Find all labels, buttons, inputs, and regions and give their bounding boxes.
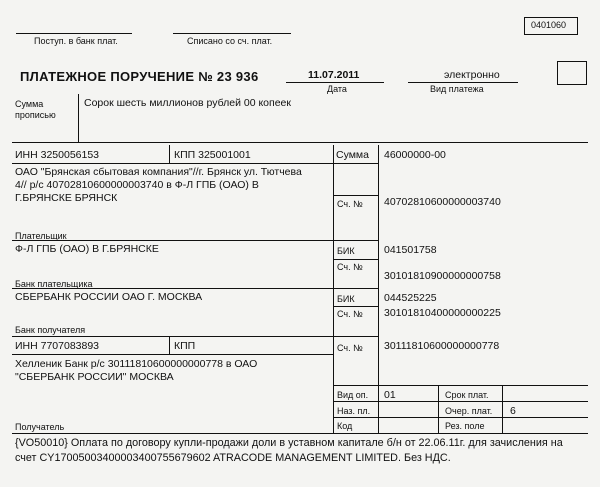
codes-mid-left	[438, 385, 439, 433]
code-label: Код	[337, 421, 353, 431]
payee-bank-name: СБЕРБАНК РОССИИ ОАО Г. МОСКВА	[15, 291, 203, 303]
payee-label: Получатель	[15, 422, 65, 432]
reserve-label: Рез. поле	[445, 421, 485, 431]
payee-bank-bik: 044525225	[384, 292, 437, 304]
date-label: Дата	[327, 84, 347, 94]
payer-bottom	[12, 240, 379, 241]
payer-inn-bottom	[12, 163, 334, 164]
codes-top	[333, 385, 588, 386]
payer-bank-account: 30101810900000000758	[384, 270, 501, 282]
payee-bank-bottom	[12, 336, 379, 337]
payer-name-2: 4// р/с 40702810600000003740 в Ф-Л ГПБ (ОАО) В	[15, 179, 259, 191]
payer-bank-name: Ф-Л ГПБ (ОАО) В Г.БРЯНСКЕ	[15, 243, 159, 255]
payee-kpp: КПП	[174, 340, 196, 352]
debited-label: Списано со сч. плат.	[187, 36, 273, 46]
op-type-label: Вид оп.	[337, 390, 369, 400]
payer-bank-bik: 041501758	[384, 244, 437, 256]
payer-amount-label: Сумма	[336, 149, 369, 161]
received-line	[16, 33, 132, 34]
amount-words-label-2: прописью	[15, 110, 56, 120]
amount-words-text: Сорок шесть миллионов рублей 00 копеек	[84, 97, 291, 109]
term-label: Срок плат.	[445, 390, 489, 400]
label-col-left	[333, 145, 334, 433]
payer-bank-bik-bottom	[333, 259, 379, 260]
payee-bank-label: Банк получателя	[15, 325, 86, 335]
codes-mid-right	[502, 385, 503, 433]
stamp-box	[557, 61, 587, 85]
payer-account-top	[333, 195, 379, 196]
payer-inn: ИНН 3250056153	[15, 149, 100, 161]
date-value: 11.07.2011	[308, 69, 360, 81]
payer-name-1: ОАО "Брянская сбытовая компания"//г. Брянск ул. Тютчева	[15, 166, 302, 178]
form-code: 0401060	[531, 20, 567, 30]
payee-account-label: Сч. №	[337, 343, 363, 353]
payee-bank-account-label: Сч. №	[337, 309, 363, 319]
payee-bottom	[12, 433, 588, 434]
page-title: ПЛАТЕЖНОЕ ПОРУЧЕНИЕ № 23 936	[20, 69, 259, 84]
payer-bank-bottom	[12, 288, 379, 289]
payee-bank-bik-bottom	[333, 306, 379, 307]
amount-words-divider	[78, 94, 79, 142]
payee-bank-account: 30101810400000000225	[384, 307, 501, 319]
payee-inn: ИНН 7707083893	[15, 340, 100, 352]
payer-name-3: Г.БРЯНСКЕ БРЯНСК	[15, 192, 118, 204]
payment-type-label: Вид платежа	[430, 84, 484, 94]
payer-label: Плательщик	[15, 231, 67, 241]
payer-account-label: Сч. №	[337, 199, 363, 209]
codes-row2-bottom	[333, 417, 588, 418]
op-type-value: 01	[384, 389, 396, 401]
payee-name-2: "СБЕРБАНК РОССИИ" МОСКВА	[15, 371, 174, 383]
priority-value: 6	[510, 405, 516, 417]
payee-inn-bottom	[12, 354, 334, 355]
amount-words-bottom	[12, 142, 588, 143]
payee-account: 30111810600000000778	[384, 340, 500, 352]
payment-type-line	[408, 82, 518, 83]
label-col-right	[378, 145, 379, 433]
payer-inn-kpp-divider	[169, 145, 170, 163]
payer-bank-account-label: Сч. №	[337, 262, 363, 272]
payee-inn-kpp-divider	[169, 336, 170, 354]
payer-account: 40702810600000003740	[384, 196, 501, 208]
codes-row1-bottom	[333, 401, 588, 402]
payment-type-value: электронно	[444, 69, 500, 81]
amount-cell-bottom	[333, 163, 379, 164]
payer-kpp: КПП 325001001	[174, 149, 251, 161]
purpose-code-label: Наз. пл.	[337, 406, 371, 416]
payee-name-1: Хелленик Банк р/с 30111810600000000778 в ОАО	[15, 358, 258, 370]
payer-amount: 46000000-00	[384, 149, 446, 161]
amount-words-label-1: Сумма	[15, 99, 44, 109]
priority-label: Очер. плат.	[445, 406, 493, 416]
purpose-line-1: {VO50010} Оплата по договору купли-продажи доли в уставном капитале б/н от 22.06.11г. для зачисления на	[15, 437, 563, 449]
purpose-line-2: счет CY17005003400003400755679602 ATRACODE MANAGEMENT LIMITED. Без НДС.	[15, 452, 451, 464]
received-label: Поступ. в банк плат.	[34, 36, 118, 46]
debited-line	[173, 33, 291, 34]
payer-bank-label: Банк плательщика	[15, 279, 93, 289]
date-line	[286, 82, 384, 83]
payee-bank-bik-label: БИК	[337, 294, 355, 304]
payer-bank-bik-label: БИК	[337, 246, 355, 256]
